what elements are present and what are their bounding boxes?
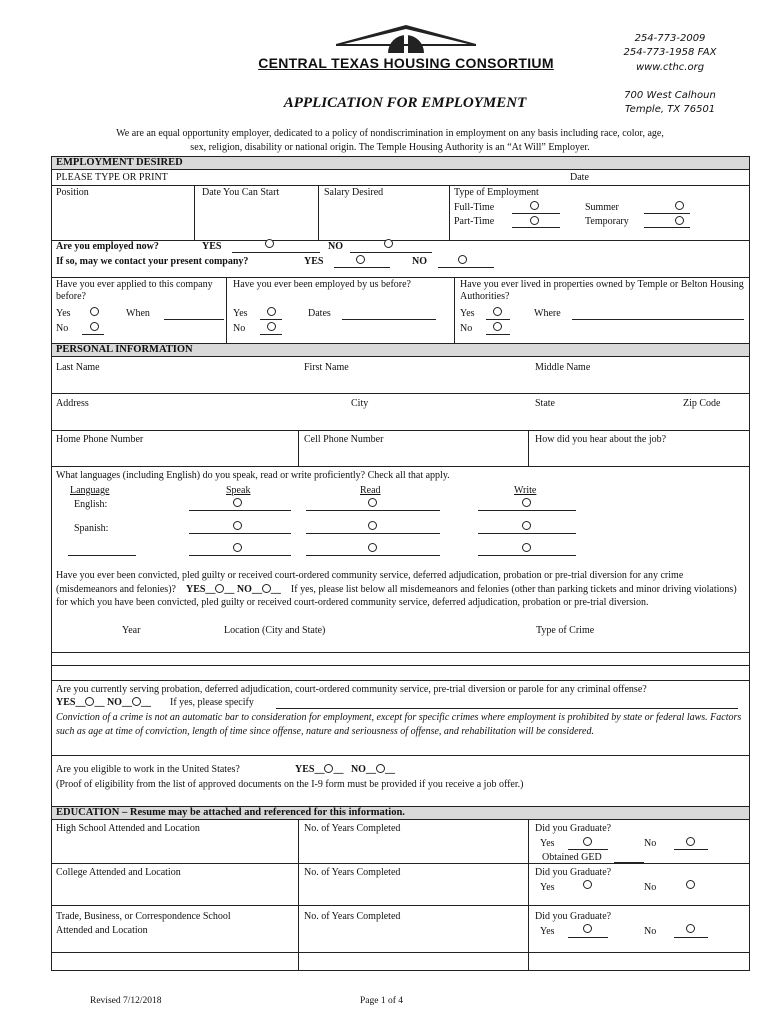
lived-no-label: No [460, 323, 473, 334]
college-graduate-label: Did you Graduate? [535, 867, 612, 878]
part-time-label: Part-Time [454, 216, 495, 227]
website: www.cthc.org [635, 62, 705, 73]
temporary-label: Temporary [585, 216, 629, 227]
college-yes-radio[interactable] [583, 880, 592, 889]
college-yes-label: Yes [540, 882, 555, 893]
employment-type-label: Type of Employment [454, 187, 539, 198]
last-name-label: Last Name [56, 362, 100, 373]
home-phone-label: Home Phone Number [56, 434, 144, 445]
contact-present-label: If so, may we contact your present company? [56, 256, 249, 267]
speak-col: Speak [226, 485, 251, 496]
personal-heading: PERSONAL INFORMATION [52, 344, 749, 356]
page-title: APPLICATION FOR EMPLOYMENT [283, 95, 527, 111]
full-time-radio[interactable] [530, 201, 539, 210]
trade-years-label: No. of Years Completed [304, 911, 401, 922]
full-time-label: Full-Time [454, 202, 495, 213]
hs-no-radio[interactable] [686, 837, 695, 846]
employed-by-us-label: Have you ever been employed by us before? [233, 279, 411, 290]
eligible-no-radio[interactable] [376, 764, 385, 773]
college-years-label: No. of Years Completed [304, 867, 401, 878]
dates-label: Dates [308, 308, 331, 319]
hs-years-label: No. of Years Completed [304, 823, 401, 834]
hs-no-label: No [644, 838, 657, 849]
english-read-radio[interactable] [368, 498, 377, 507]
date-label: Date [570, 172, 589, 183]
contact-yes-radio[interactable] [356, 255, 365, 264]
salary-label: Salary Desired [324, 187, 384, 198]
read-col: Read [360, 485, 381, 496]
start-date-label: Date You Can Start [202, 187, 280, 198]
applied-yes-label: Yes [56, 308, 71, 319]
trade-no-label: No [644, 926, 657, 937]
hear-about-label: How did you hear about the job? [535, 434, 667, 445]
eligible-question: Are you eligible to work in the United States? [56, 764, 240, 775]
eeo-statement: We are an equal opportunity employer, dedicated to a policy of nondiscrimination in employment on any basis including race, color, age, sex, religion, disability or national origin. The Temple Housing Authority is an “At Will” Employer. [116, 128, 664, 153]
employed-now-no-radio[interactable] [384, 239, 393, 248]
probation-question: Are you currently serving probation, deferred adjudication, court-ordered community service, pre-trial diversion or parole for any criminal offense? [56, 684, 647, 695]
write-col: Write [514, 485, 537, 496]
spanish-speak-radio[interactable] [233, 521, 242, 530]
convicted-no-radio[interactable] [262, 584, 271, 593]
cell-phone-label: Cell Phone Number [304, 434, 384, 445]
position-label: Position [56, 187, 89, 198]
address-label: Address [56, 398, 89, 409]
fax: 254-773-1958 FAX [623, 47, 717, 58]
contact-no-radio[interactable] [458, 255, 467, 264]
spanish-label: Spanish: [74, 523, 109, 534]
probation-yes-no: YES__ __ NO__ __ [56, 697, 151, 708]
other-read-radio[interactable] [368, 543, 377, 552]
page-number: Page 1 of 4 [360, 996, 404, 1006]
when-label: When [126, 308, 150, 319]
eligible-yes-radio[interactable] [324, 764, 333, 773]
org-name: CENTRAL TEXAS HOUSING CONSORTIUM [258, 55, 554, 71]
probation-no-radio[interactable] [132, 697, 141, 706]
specify-label: If yes, please specify [170, 697, 254, 708]
employed-now-yes-radio[interactable] [265, 239, 274, 248]
location-col: Location (City and State) [224, 625, 326, 636]
employed-yes-label: Yes [233, 308, 248, 319]
high-school-label: High School Attended and Location [56, 823, 200, 834]
where-label: Where [534, 308, 561, 319]
ged-label: Obtained GED [542, 852, 602, 863]
hs-yes-label: Yes [540, 838, 555, 849]
address-line1: 700 West Calhoun [624, 90, 716, 101]
spanish-write-radio[interactable] [522, 521, 531, 530]
trade-no-radio[interactable] [686, 924, 695, 933]
college-no-radio[interactable] [686, 880, 695, 889]
employed-now-yes: YES [202, 241, 222, 252]
crime-col: Type of Crime [536, 625, 595, 636]
college-no-label: No [644, 882, 657, 893]
trade-label-2: Attended and Location [56, 925, 148, 936]
eligible-note: (Proof of eligibility from the list of approved documents on the I-9 form must be provided if you receive a job offer.) [56, 779, 524, 790]
summer-radio[interactable] [675, 201, 684, 210]
applied-no-label: No [56, 323, 69, 334]
middle-name-label: Middle Name [535, 362, 591, 373]
zip-label: Zip Code [683, 398, 721, 409]
contact-yes: YES [304, 256, 324, 267]
revised-date: Revised 7/12/2018 [90, 996, 162, 1006]
phone: 254-773-2009 [634, 33, 706, 44]
employed-no-label: No [233, 323, 246, 334]
hs-graduate-label: Did you Graduate? [535, 823, 612, 834]
trade-label-1: Trade, Business, or Correspondence School [56, 911, 231, 922]
employed-now-label: Are you employed now? [56, 241, 159, 252]
lived-yes-radio[interactable] [493, 307, 502, 316]
lived-yes-label: Yes [460, 308, 475, 319]
trade-yes-radio[interactable] [583, 924, 592, 933]
employed-now-no: NO [328, 241, 343, 252]
first-name-label: First Name [304, 362, 349, 373]
contact-no: NO [412, 256, 427, 267]
employed-yes-radio[interactable] [267, 307, 276, 316]
probation-yes-radio[interactable] [85, 697, 94, 706]
spanish-read-radio[interactable] [368, 521, 377, 530]
other-write-radio[interactable] [522, 543, 531, 552]
hs-yes-radio[interactable] [583, 837, 592, 846]
trade-yes-label: Yes [540, 926, 555, 937]
college-label: College Attended and Location [56, 867, 181, 878]
education-heading: EDUCATION – Resume may be attached and referenced for this information. [52, 807, 749, 819]
summer-label: Summer [585, 202, 619, 213]
languages-question: What languages (including English) do you speak, read or write proficiently? Check all that apply. [56, 470, 450, 481]
applied-no-radio[interactable] [90, 322, 99, 331]
english-label: English: [74, 499, 108, 510]
applied-yes-radio[interactable] [90, 307, 99, 316]
conviction-question: Have you ever been convicted, pled guilty or received court-ordered community service, deferred adjudication, probation or pre-trial diversion for any crime (misdemeanors and felonies)? YES__ __ NO__ __ If yes, please list below all misdemeanors and felonies (other than parking tickets and minor driving violations) for which you have been convicted, pled guilty or received court-ordered community service, deferred adjudication, probation or pre-trial diversion. [56, 570, 737, 608]
state-label: State [535, 398, 555, 409]
city-label: City [351, 398, 369, 409]
please-type: PLEASE TYPE OR PRINT [56, 172, 168, 183]
other-speak-radio[interactable] [233, 543, 242, 552]
lived-no-radio[interactable] [493, 322, 502, 331]
employed-no-radio[interactable] [267, 322, 276, 331]
applied-before-label: Have you ever applied to this company before? [56, 279, 213, 302]
convicted-yes-radio[interactable] [215, 584, 224, 593]
eligible-yes-no: YES__ __ NO__ __ [295, 764, 395, 775]
housing-logo [236, 22, 576, 80]
employment-heading: EMPLOYMENT DESIRED [52, 157, 749, 169]
year-col: Year [122, 625, 141, 636]
conviction-note: Conviction of a crime is not an automatic bar to consideration for employment, except for specific crimes where employment is prohibited by state or federal laws. Factors such as age at time of conviction, length of time since offense, nature and seriousness of offense, and rehabilitation will be considered. [56, 712, 742, 737]
application-form [51, 156, 750, 971]
temporary-radio[interactable] [675, 216, 684, 225]
trade-graduate-label: Did you Graduate? [535, 911, 612, 922]
language-col: Language [70, 485, 110, 496]
address-line2: Temple, TX 76501 [624, 104, 716, 115]
part-time-radio[interactable] [530, 216, 539, 225]
english-speak-radio[interactable] [233, 498, 242, 507]
english-write-radio[interactable] [522, 498, 531, 507]
lived-in-label: Have you ever lived in properties owned by Temple or Belton Housing Authorities? [460, 279, 744, 302]
